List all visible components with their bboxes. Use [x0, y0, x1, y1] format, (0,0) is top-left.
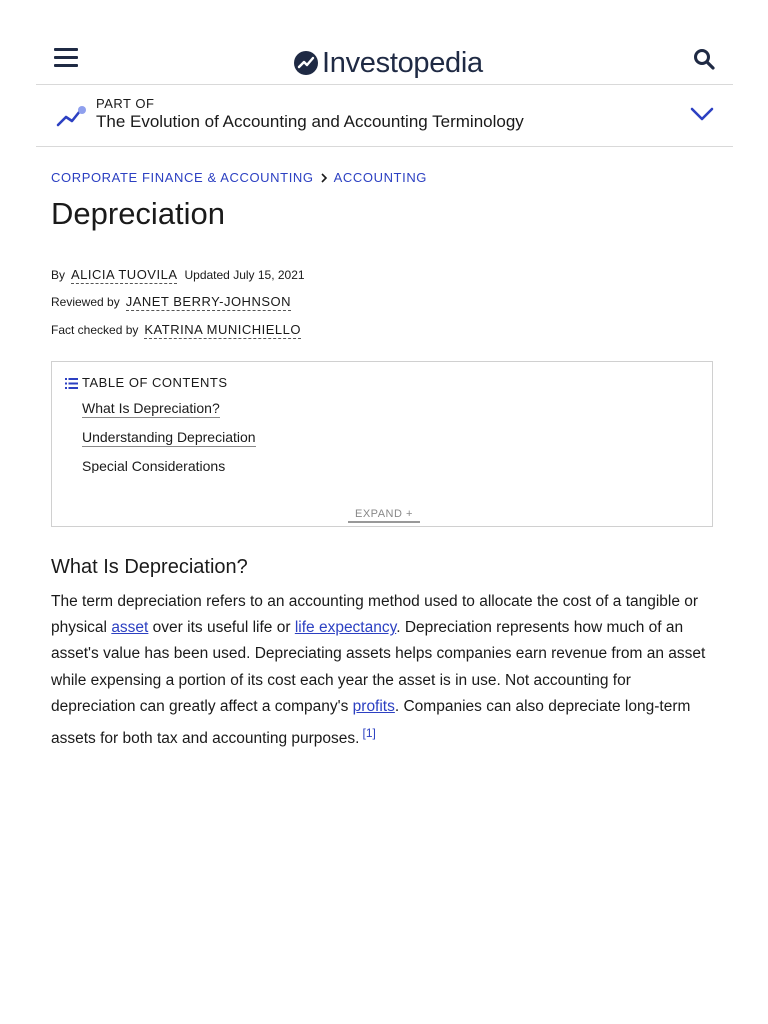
reviewer-link[interactable]: JANET BERRY-JOHNSON — [125, 294, 291, 309]
hamburger-menu-icon[interactable] — [54, 48, 78, 70]
investopedia-logo-icon — [294, 51, 318, 75]
trend-line-icon — [56, 105, 88, 129]
chevron-down-icon[interactable] — [689, 105, 715, 123]
site-header — [36, 30, 733, 85]
logo-text: Investopedia — [322, 47, 483, 79]
link-profits[interactable]: profits — [352, 697, 395, 715]
toc-item-what-is-depreciation[interactable]: What Is Depreciation? — [82, 400, 220, 416]
list-icon — [65, 378, 78, 389]
author-link[interactable]: ALICIA TUOVILA — [71, 267, 178, 282]
paragraph-text: The term depreciation refers to an accounting method used to allocate the cost of a tangible or physical — [51, 593, 699, 637]
reviewed-by-label: Reviewed by — [51, 295, 120, 309]
by-label: By — [51, 268, 66, 282]
author-byline — [51, 267, 305, 284]
toc-item-special-considerations[interactable]: Special Considerations — [82, 458, 226, 473]
chevron-right-icon — [320, 173, 328, 183]
search-icon[interactable] — [693, 48, 715, 70]
breadcrumb — [51, 170, 427, 185]
part-of-banner[interactable] — [36, 85, 733, 147]
part-of-label: PART OF — [96, 96, 155, 111]
paragraph-text: . Depreciation represents how much of an asset's value has been used. Depreciating assets helps companies earn revenue from an asset while expensing a portion of its cost each year the asset is in use. Not accounting for depreciation can greatly affect a company's — [51, 619, 706, 715]
toc-expand-button[interactable]: EXPAND + — [348, 508, 420, 523]
section-heading: What Is Depreciation? — [51, 556, 248, 578]
article-paragraph — [51, 589, 719, 752]
page-title: Depreciation — [51, 196, 226, 231]
factchecker-byline — [51, 322, 301, 339]
footnote-link[interactable]: [1] — [362, 726, 376, 741]
updated-date: Updated July 15, 2021 — [184, 268, 305, 282]
table-of-contents — [51, 361, 713, 527]
reviewer-byline — [51, 294, 291, 311]
link-life-expectancy[interactable]: life expectancy — [294, 619, 397, 637]
paragraph-text: . Companies can also depreciate long-term assets for both tax and accounting purposes. — [51, 697, 691, 748]
fact-checked-by-label: Fact checked by — [51, 323, 139, 337]
breadcrumb-item-accounting[interactable]: ACCOUNTING — [333, 170, 428, 185]
paragraph-text: over its useful life or — [148, 619, 295, 637]
part-of-title[interactable]: The Evolution of Accounting and Accounting Terminology — [96, 112, 524, 131]
fact-checker-link[interactable]: KATRINA MUNICHIELLO — [144, 322, 301, 337]
toc-heading: TABLE OF CONTENTS — [82, 375, 228, 390]
toc-item-understanding-depreciation[interactable]: Understanding Depreciation — [82, 429, 256, 445]
link-asset[interactable]: asset — [111, 619, 149, 637]
breadcrumb-item-corporate-finance[interactable]: CORPORATE FINANCE & ACCOUNTING — [51, 170, 314, 185]
site-logo[interactable] — [294, 46, 483, 80]
